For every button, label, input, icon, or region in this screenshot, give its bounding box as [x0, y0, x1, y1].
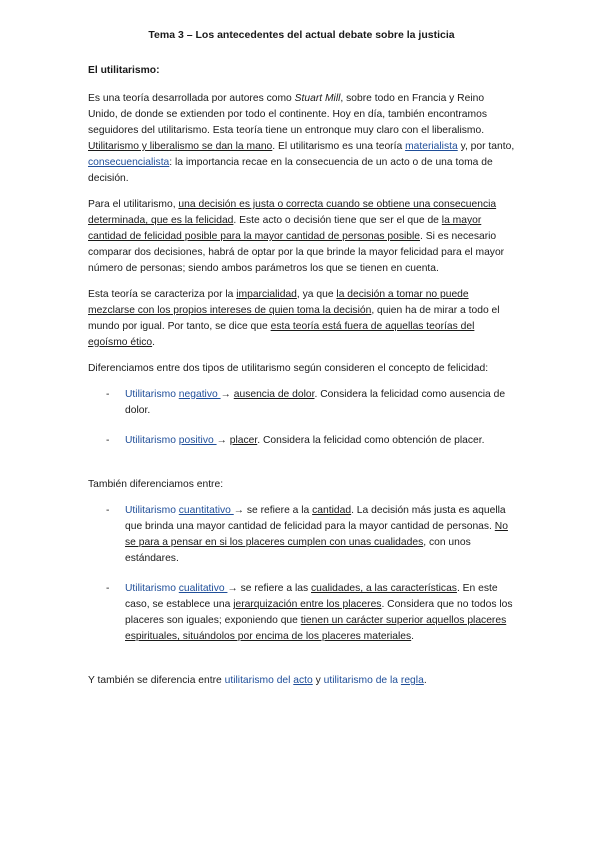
link-acto[interactable]: acto: [293, 675, 313, 686]
underlined-text: imparcialidad: [236, 289, 297, 300]
link-regla[interactable]: regla: [400, 675, 424, 686]
text: .: [152, 337, 155, 348]
page-title: Tema 3 – Los antecedentes del actual debate sobre la justicia: [148, 29, 455, 41]
arrow-icon: →: [216, 435, 230, 446]
paragraph-tipos: Diferenciamos entre dos tipos de utilitarismo según consideren el concepto de felicidad:: [88, 363, 489, 374]
list-cantidad-calidad: [88, 503, 515, 645]
text: Esta teoría se caracteriza por la: [88, 289, 237, 300]
underlined-text: la mayor cantidad de felicidad posible para la mayor cantidad de personas posible: [88, 215, 482, 242]
underlined-text: la decisión a tomar no puede mezclarse con los propios intereses de quien toma la decisión: [88, 289, 469, 316]
paragraph-intro: [88, 91, 515, 187]
text: → se refiere a la: [233, 505, 313, 516]
underlined-text: jerarquización entre los placeres: [233, 599, 382, 610]
underlined-text: una decisión es justa o correcta cuando se obtiene una consecuencia determinada, que es la felicidad: [88, 199, 497, 226]
text: → se refiere a las: [227, 583, 311, 594]
text: Utilitarismo: [125, 583, 179, 594]
list-item: [88, 581, 515, 645]
text: Utilitarismo: [125, 389, 179, 400]
text: , con unos estándares.: [125, 537, 471, 564]
section-heading: El utilitarismo:: [88, 65, 160, 76]
text: . La decisión más justa es aquella que brinda una mayor cantidad de felicidad para la mayor cantidad de personas.: [125, 505, 506, 532]
link-materialista[interactable]: materialista: [405, 141, 458, 152]
author-name: Stuart Mill: [294, 93, 341, 104]
text: Es una teoría desarrollada por autores como: [88, 93, 295, 104]
text: Utilitarismo: [125, 435, 179, 446]
underlined-text: Utilitarismo y liberalismo se dan la mano: [88, 141, 273, 152]
text: Utilitarismo: [125, 505, 179, 516]
text: : la importancia recae en la consecuencia de un acto o de una toma de decisión.: [88, 157, 493, 184]
spacer: [88, 463, 515, 477]
link-consecuencialista[interactable]: consecuencialista: [88, 157, 170, 168]
dash-marker: -: [106, 435, 110, 446]
text: . Considera que no todos los placeres son iguales; exponiendo que: [125, 599, 513, 626]
text: Y también se diferencia entre: [88, 675, 225, 686]
paragraph-tambien: También diferenciamos entre:: [88, 479, 224, 490]
text: utilitarismo del: [224, 675, 294, 686]
underlined-text: No se para a pensar en si los placeres cumplen con unas cualidades: [125, 521, 508, 548]
text: . Este acto o decisión tiene que ser el que de: [233, 215, 442, 226]
dash-marker: -: [106, 505, 110, 516]
list-item: [88, 387, 515, 419]
underlined-text: tienen un carácter superior aquellos placeres espirituales, situándolos por encima de los placeres materiales: [125, 615, 507, 642]
text: . Si es necesario comparar dos decisiones, habrá de optar por la que brinde la mayor felicidad para el mayor número de personas; siendo ambos parámetros los que se tienen en cuenta.: [88, 231, 505, 274]
text: y: [312, 675, 324, 686]
link-cuantitativo[interactable]: cuantitativo: [178, 505, 234, 516]
text: utilitarismo de la: [323, 675, 401, 686]
list-felicidad: [88, 387, 515, 449]
text: y, por tanto,: [457, 141, 515, 152]
arrow-icon: →: [220, 389, 234, 400]
link-cualitativo[interactable]: cualitativo: [178, 583, 228, 594]
text: . Considera la felicidad como obtención de placer.: [257, 435, 485, 446]
list-item: [88, 503, 515, 567]
underlined-text: esta teoría está fuera de aquellas teorías del egoísmo ético: [88, 321, 475, 348]
text: Para el utilitarismo,: [88, 199, 179, 210]
paragraph-definition: [88, 197, 515, 277]
underlined-text: cualidades, a las características: [311, 583, 457, 594]
spacer: [88, 659, 515, 673]
link-positivo[interactable]: positivo: [178, 435, 217, 446]
dash-marker: -: [106, 389, 110, 400]
text: .: [423, 675, 427, 686]
paragraph-final: [88, 673, 515, 689]
underlined-text: placer: [229, 435, 258, 446]
text: , quien ha de mirar a todo el mundo por igual. Por tanto, se dice que: [88, 305, 500, 332]
text: .: [411, 631, 415, 642]
dash-marker: -: [106, 583, 110, 594]
text: , sobre todo en Francia y Reino Unido, de donde se extienden por todo el continente. Hoy en día, también encontramos seguidores del utilitarismo. Esta teoría tiene un entronque muy claro con el liberalismo.: [88, 93, 487, 136]
text: . En este caso, se establece una: [125, 583, 498, 610]
underlined-text: cantidad: [312, 505, 352, 516]
list-item: [88, 433, 515, 449]
text: , ya que: [296, 289, 337, 300]
text: . El utilitarismo es una teoría: [272, 141, 406, 152]
underlined-text: ausencia de dolor: [233, 389, 315, 400]
paragraph-imparcialidad: [88, 287, 515, 351]
text: . Considera la felicidad como ausencia de dolor.: [125, 389, 506, 416]
link-negativo[interactable]: negativo: [178, 389, 221, 400]
